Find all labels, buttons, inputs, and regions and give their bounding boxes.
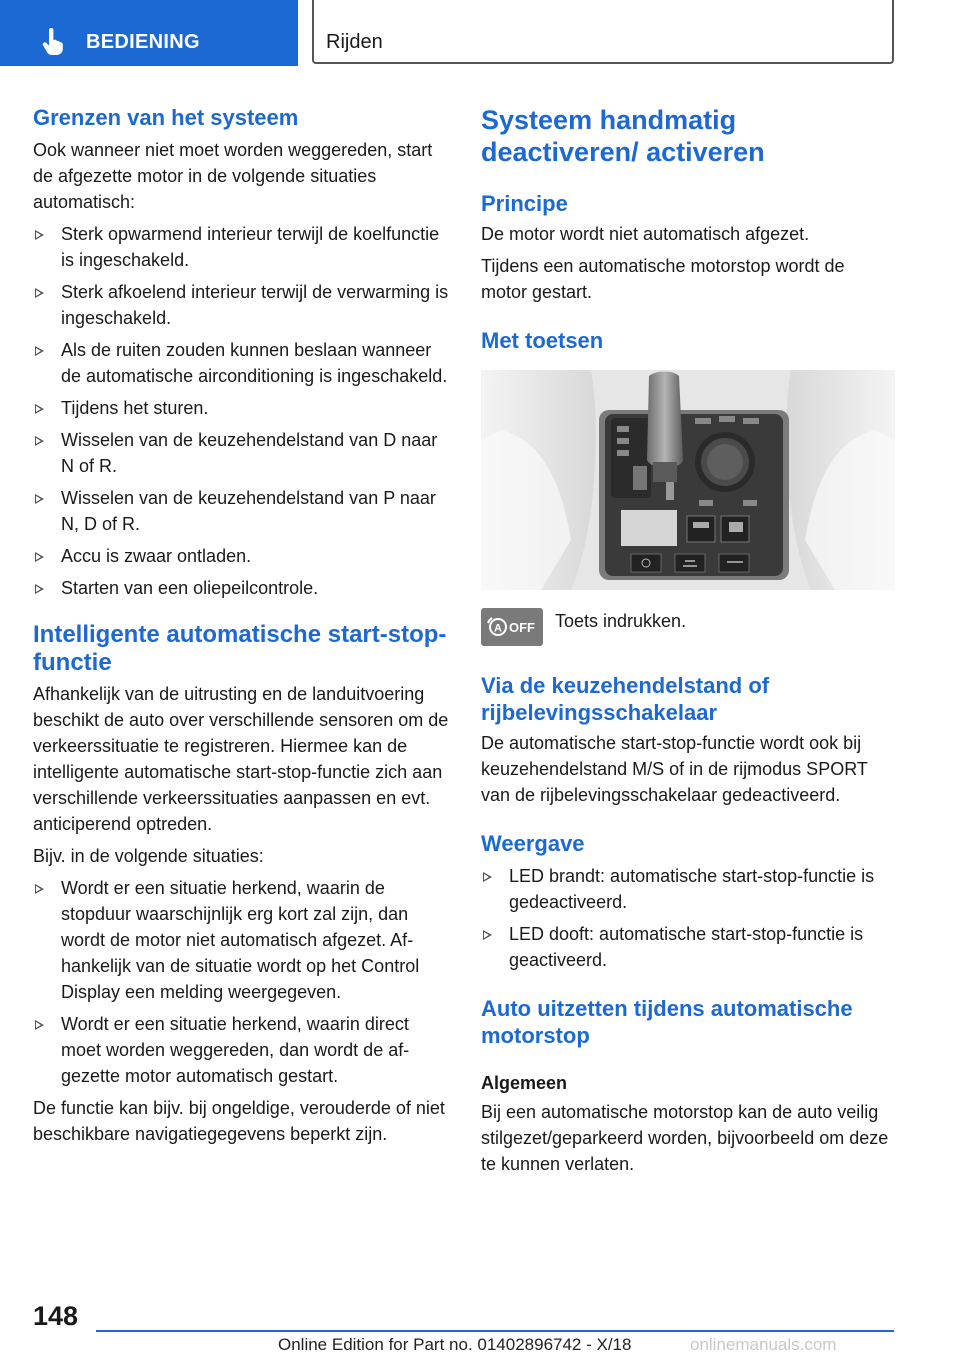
- chapter-label: Rijden: [326, 31, 383, 53]
- display-list: [481, 863, 895, 973]
- triangle-bullet-icon: [483, 930, 492, 940]
- triangle-bullet-icon: [35, 404, 44, 414]
- intelligent-examples-intro: Bijv. in de volgende situaties:: [33, 846, 264, 866]
- triangle-bullet-icon: [35, 552, 44, 562]
- list-item: Accu is zwaar ontladen.: [33, 543, 449, 569]
- page-number: 148: [33, 1301, 79, 1331]
- pointing-hand-icon: [40, 28, 66, 56]
- intelligent-para: Afhankelijk van de uitrusting en de landuitvoering beschikt de auto over verschillende sensoren om de verkeerssituatie te registreren. Hiermee kan de intelligente automatische start-stop-functie zich aan verschillende verkeerssituaties aanpassen en evt. anticiperend optreden.: [33, 684, 449, 834]
- list-item: Als de ruiten zouden kunnen beslaan wanneer de automatische airconditioning is ingeschakeld.: [33, 337, 449, 389]
- list-item: Wisselen van de keuzehendelstand van P naar N, D of R.: [33, 485, 449, 537]
- list-item: Tijdens het sturen.: [33, 395, 449, 421]
- list-item: Sterk afkoelend interieur terwijl de verwarming is ingeschakeld.: [33, 279, 449, 331]
- svg-text:A: A: [494, 622, 502, 635]
- page-header: [0, 0, 960, 66]
- exit-heading: Auto uitzetten tijdens automatische motorstop: [481, 996, 853, 1048]
- selector-heading: Via de keuzehendelstand of rijbelevingsschakelaar: [481, 673, 770, 725]
- limits-intro: Ook wanneer niet moet worden weggereden, start de afgezette motor in de volgende situaties automatisch:: [33, 140, 433, 212]
- exit-subheading: Algemeen: [481, 1073, 568, 1093]
- section-tab[interactable]: [0, 0, 298, 66]
- principle-para-1: De motor wordt niet automatisch afgezet.: [481, 224, 810, 244]
- triangle-bullet-icon: [35, 1020, 44, 1030]
- list-item: Starten van een oliepeilcontrole.: [33, 575, 449, 601]
- list-item: LED brandt: automatische start-stop-functie is gedeactiveerd.: [481, 863, 895, 915]
- left-column: [33, 100, 449, 1147]
- selector-para: De automatische start-stop-functie wordt ook bij keuzehendelstand M/S of in de rijmodus SPORT van de rijbelevingsschakelaar gedeactiveerd.: [481, 733, 868, 805]
- triangle-bullet-icon: [483, 872, 492, 882]
- list-item: Wordt er een situatie herkend, waarin de stopduur waarschijnlijk erg kort zal zijn, dan wordt de motor niet automatisch afgezet. Afhankelijk van de situatie wordt op het Control Display een melding weergegeven.: [33, 875, 449, 1005]
- auto-start-stop-off-icon[interactable]: [481, 608, 543, 646]
- exit-para: Bij een automatische motorstop kan de auto veilig stilgezet/geparkeerd worden, bijvoorbeeld om deze te kunnen verlaten.: [481, 1102, 889, 1174]
- display-heading: Weergave: [481, 831, 585, 856]
- triangle-bullet-icon: [35, 346, 44, 356]
- intelligent-list: [33, 875, 449, 1089]
- center-console-photo: [481, 370, 895, 590]
- right-column: [481, 100, 895, 1177]
- triangle-bullet-icon: [35, 230, 44, 240]
- list-item: Sterk opwarmend interieur terwijl de koelfunctie is ingeschakeld.: [33, 221, 449, 273]
- triangle-bullet-icon: [35, 288, 44, 298]
- buttons-heading: Met toetsen: [481, 328, 604, 353]
- edition-text: Online Edition for Part no. 01402896742 - X/18: [278, 1335, 632, 1354]
- limits-list: [33, 221, 449, 601]
- list-item: Wisselen van de keuzehendelstand van D naar N of R.: [33, 427, 449, 479]
- list-item: Wordt er een situatie herkend, waarin direct moet worden weggereden, dan wordt de afgezette motor automatisch gestart.: [33, 1011, 449, 1089]
- svg-text:OFF: OFF: [509, 620, 535, 635]
- deactivate-heading: Systeem handmatig deactiveren/ activeren: [481, 105, 765, 167]
- page-footer: [0, 1290, 960, 1362]
- watermark-text: onlinemanuals.com: [690, 1335, 837, 1354]
- triangle-bullet-icon: [35, 584, 44, 594]
- intelligent-heading: Intelligente automatische start-stop-functie: [33, 621, 447, 676]
- press-button-text: Toets indrukken.: [555, 611, 687, 631]
- triangle-bullet-icon: [35, 494, 44, 504]
- principle-heading: Principe: [481, 191, 568, 216]
- section-label: BEDIENING: [86, 31, 200, 53]
- triangle-bullet-icon: [35, 436, 44, 446]
- footer-rule: [96, 1330, 894, 1332]
- principle-para-2: Tijdens een automatische motorstop wordt de motor gestart.: [481, 256, 845, 302]
- button-instruction: [481, 608, 895, 652]
- list-item: LED dooft: automatische start-stop-functie is geactiveerd.: [481, 921, 895, 973]
- limits-heading: Grenzen van het systeem: [33, 105, 299, 130]
- triangle-bullet-icon: [35, 884, 44, 894]
- chapter-tab[interactable]: [312, 0, 894, 64]
- intelligent-limitation: De functie kan bijv. bij ongeldige, verouderde of niet beschikbare navigatiegegevens beperkt zijn.: [33, 1098, 445, 1144]
